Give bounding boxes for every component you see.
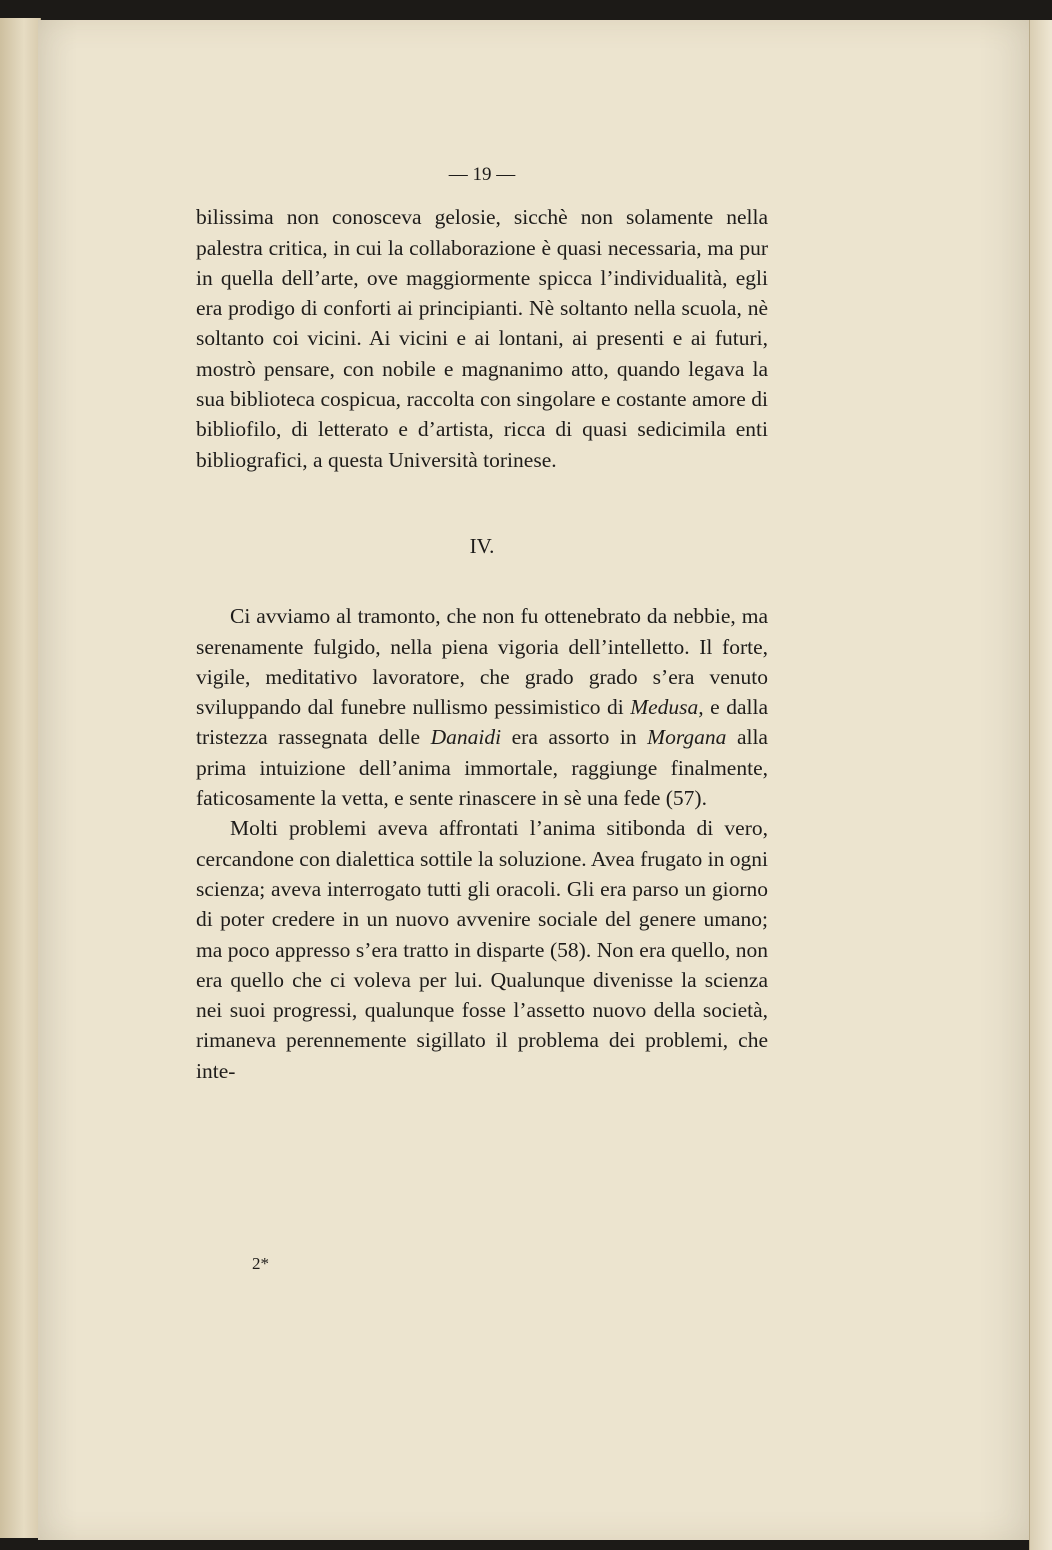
page-stack-edge [1029, 20, 1052, 1550]
paragraph-1: bilissima non conosceva gelosie, sicchè non solamente nella palestra critica, in cui la collaborazione è quasi necessaria, ma pur in quella dell’arte, ove maggiormente spicca l’individualità, egli era prodigo di conforti ai principianti. Nè soltanto nella scuola, nè soltanto coi vicini. Ai vicini e ai lontani, ai presenti e ai futuri, mostrò pensare, con nobile e magnanimo atto, quando legava la sua biblioteca cospicua, raccolta con singolare e costante amore di bibliofilo, di letterato e d’artista, ricca di quasi sedicimila enti bibliografici, a questa Università torinese. [196, 205, 768, 472]
paragraph-2 [196, 601, 768, 813]
paragraph-2-part-a: Ci avviamo al tramonto, che non fu ottenebrato da nebbie, ma serenamente fulgido, nella piena vigoria dell’intelletto. Il forte, vigile, meditativo lavoratore, che grado grado s’era venuto sviluppando dal funebre nullismo pessimistico di [196, 604, 768, 720]
title-medusa: Medusa, [630, 695, 704, 720]
signature-mark: 2* [252, 1254, 269, 1273]
page-number: — 19 — [448, 164, 516, 185]
paragraph-2-part-c: era assorto in [501, 725, 648, 750]
adjacent-page-edge [0, 18, 41, 1538]
section-heading: IV. [469, 533, 495, 558]
paragraph-3: Molti problemi aveva affrontati l’anima sitibonda di vero, cercandone con dialettica sottile la soluzione. Avea frugato in ogni scienza; aveva interrogato tutti gli oracoli. Gli era parso un giorno di poter credere in un nuovo avvenire sociale del genere umano; ma poco appresso s’era tratto in disparte (58). Non era quello, non era quello che ci voleva per lui. Qualunque divenisse la scienza nei suoi progressi, qualunque fosse l’assetto nuovo della società, rimaneva perennemente sigillato il problema dei problemi, che inte- [196, 816, 768, 1083]
paragraph-2-part-b: e dalla tristezza rassegnata delle [196, 695, 768, 750]
title-morgana: Morgana [647, 725, 727, 750]
title-danaidi: Danaidi [430, 725, 502, 750]
paragraph-2-part-d: alla prima intuizione dell’anima immortale, raggiunge finalmente, faticosamente la vetta, e sente rinascere in sè una fede (57). [196, 725, 768, 811]
page-text [196, 160, 768, 1086]
